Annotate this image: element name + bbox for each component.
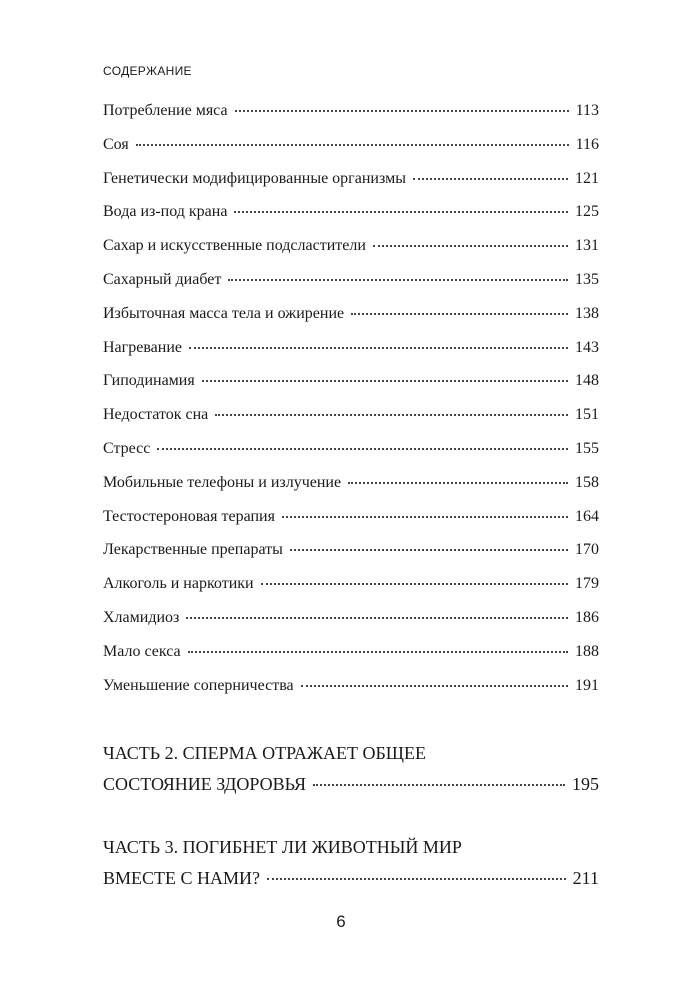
dot-leader — [282, 516, 568, 518]
part-title-line1: ЧАСТЬ 2. СПЕРМА ОТРАЖАЕТ ОБЩЕЕ — [103, 743, 426, 763]
toc-entry-title: Соя — [103, 135, 129, 153]
toc-entry-page: 179 — [575, 575, 599, 593]
toc-entry-title: Хламидиоз — [103, 608, 180, 626]
part-title-line1: ЧАСТЬ 3. ПОГИБНЕТ ЛИ ЖИВОТНЫЙ МИР — [103, 837, 462, 857]
toc-entry[interactable] — [103, 237, 599, 271]
toc-entry-title: Генетически модифицированные организмы — [103, 169, 406, 187]
toc-part-3[interactable] — [103, 832, 599, 894]
toc-entry[interactable] — [103, 474, 599, 508]
toc-entry-title: Лекарственные препараты — [103, 541, 283, 559]
dot-leader — [234, 211, 568, 213]
toc-entry-title: Уменьшение соперничества — [103, 676, 294, 694]
toc-list — [103, 102, 599, 710]
part-page: 211 — [572, 868, 599, 888]
toc-entry-page: 143 — [575, 338, 599, 356]
toc-entry-page: 135 — [575, 270, 599, 288]
toc-entry-title: Гиподинамия — [103, 372, 195, 390]
toc-entry[interactable] — [103, 541, 599, 575]
dot-leader — [215, 414, 568, 416]
toc-entry-title: Недостаток сна — [103, 406, 209, 424]
toc-entry-page: 138 — [575, 304, 599, 322]
dot-leader — [202, 380, 568, 382]
part-title-line2-row — [103, 863, 599, 894]
dot-leader — [186, 617, 568, 619]
dot-leader — [228, 279, 568, 281]
toc-entry[interactable] — [103, 677, 599, 711]
dot-leader — [235, 110, 569, 112]
dot-leader — [261, 583, 568, 585]
toc-entry[interactable] — [103, 575, 599, 609]
running-head: СОДЕРЖАНИЕ — [103, 64, 192, 78]
dot-leader — [189, 347, 568, 349]
dot-leader — [157, 448, 568, 450]
dot-leader — [188, 651, 568, 653]
toc-entry[interactable] — [103, 643, 599, 677]
toc-entry[interactable] — [103, 203, 599, 237]
toc-entry[interactable] — [103, 271, 599, 305]
toc-entry-page: 188 — [575, 642, 599, 660]
toc-entry[interactable] — [103, 305, 599, 339]
toc-entry-page: 170 — [575, 541, 599, 559]
toc-entry[interactable] — [103, 170, 599, 204]
toc-entry-page: 158 — [575, 473, 599, 491]
toc-entry-page: 121 — [575, 169, 599, 187]
toc-entry-title: Стресс — [103, 439, 151, 457]
dot-leader — [351, 313, 568, 315]
toc-entry-title: Нагревание — [103, 338, 182, 356]
toc-entry-page: 186 — [575, 608, 599, 626]
toc-entry[interactable] — [103, 102, 599, 136]
toc-entry-page: 148 — [575, 372, 599, 390]
page-number: 6 — [336, 912, 346, 931]
toc-entry-page: 116 — [575, 135, 599, 153]
dot-leader — [136, 144, 569, 146]
part-page: 195 — [572, 774, 599, 794]
toc-entry-title: Сахар и искусственные подсластители — [103, 237, 366, 255]
part-title-line2: СОСТОЯНИЕ ЗДОРОВЬЯ — [103, 774, 307, 794]
toc-entry-title: Вода из-под крана — [103, 203, 228, 221]
toc-entry-page: 191 — [575, 676, 599, 694]
toc-entry-title: Мало секса — [103, 642, 181, 660]
dot-leader — [313, 784, 565, 786]
dot-leader — [301, 685, 568, 687]
toc-entry[interactable] — [103, 339, 599, 373]
toc-entry-title: Алкоголь и наркотики — [103, 575, 254, 593]
toc-entry[interactable] — [103, 440, 599, 474]
toc-entry-title: Мобильные телефоны и излучение — [103, 473, 342, 491]
dot-leader — [413, 178, 568, 180]
dot-leader — [348, 482, 568, 484]
toc-entry-page: 131 — [575, 237, 599, 255]
toc-entry-page: 155 — [575, 439, 599, 457]
dot-leader — [373, 245, 568, 247]
toc-entry[interactable] — [103, 508, 599, 542]
toc-entry[interactable] — [103, 609, 599, 643]
toc-entry-page: 151 — [575, 406, 599, 424]
toc-entry[interactable] — [103, 372, 599, 406]
toc-entry-page: 125 — [575, 203, 599, 221]
toc-entry-page: 113 — [575, 102, 599, 119]
part-title-line2-row — [103, 769, 599, 800]
toc-entry-page: 164 — [575, 507, 599, 525]
toc-entry-title: Потребление мяса — [103, 102, 228, 119]
toc-entry-title: Избыточная масса тела и ожирение — [103, 304, 345, 322]
toc-entry[interactable] — [103, 406, 599, 440]
dot-leader — [267, 878, 566, 880]
part-title-line2: ВМЕСТЕ С НАМИ? — [103, 868, 260, 888]
toc-entry-title: Сахарный диабет — [103, 270, 222, 288]
toc-entry[interactable] — [103, 136, 599, 170]
toc-entry-title: Тестостероновая терапия — [103, 507, 275, 525]
dot-leader — [290, 549, 568, 551]
toc-part-2[interactable] — [103, 738, 599, 800]
